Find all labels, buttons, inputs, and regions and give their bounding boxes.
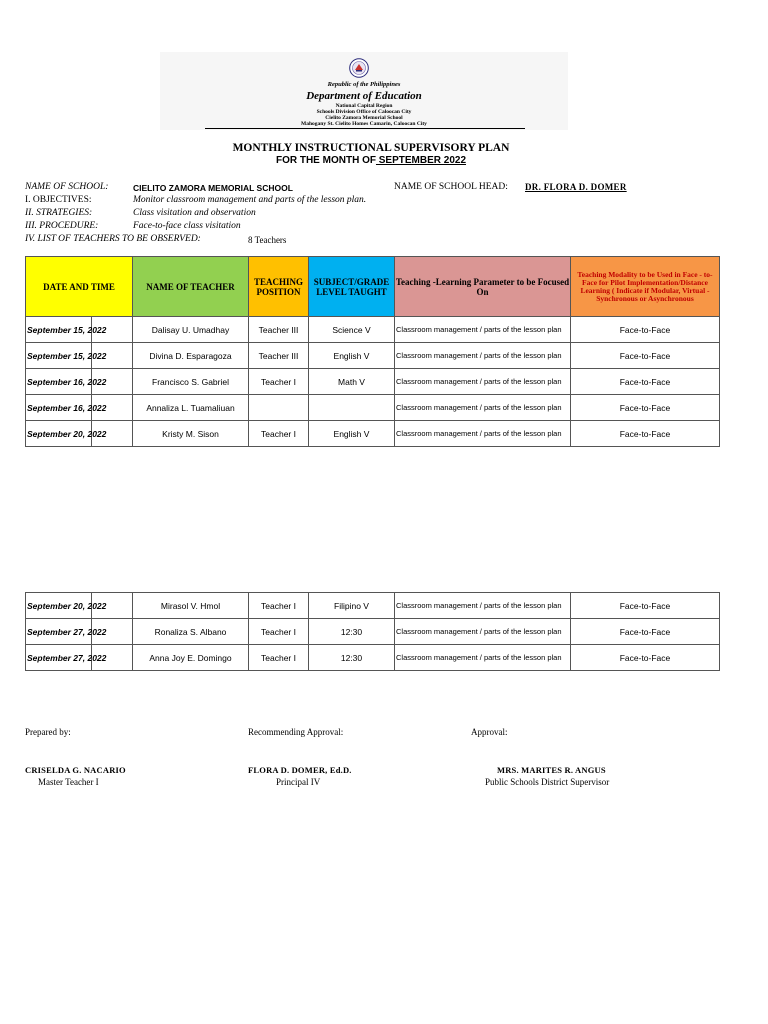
letterhead-region: National Capital Region xyxy=(335,103,393,109)
position-cell xyxy=(249,395,309,421)
subject-cell: Filipino V xyxy=(309,593,395,619)
header-modality: Teaching Modality to be Used in Face - to-Face for Pilot Implementation/Distance Learning ( Indicate if Modular, Virtual - Synchronous or Asynchronous xyxy=(571,257,720,317)
deped-seal-icon xyxy=(349,58,369,78)
modality-cell: Face-to-Face xyxy=(571,369,720,395)
subject-cell: Math V xyxy=(309,369,395,395)
teacher-name-cell: Divina D. Esparagoza xyxy=(133,343,249,369)
recommending-approval-label: Recommending Approval: xyxy=(248,727,344,737)
header-divider xyxy=(205,128,525,129)
prepared-by-name: CRISELDA G. NACARIO xyxy=(25,765,126,775)
date-cell: September 16, 2022 xyxy=(26,395,92,421)
teacher-name-cell: Francisco S. Gabriel xyxy=(133,369,249,395)
subtitle-month: SEPTEMBER 2022 xyxy=(375,155,467,166)
table-row xyxy=(26,619,720,645)
table-header-row xyxy=(26,257,720,317)
subject-cell: Science V xyxy=(309,317,395,343)
prepared-by-title: Master Teacher I xyxy=(38,777,99,787)
modality-cell: Face-to-Face xyxy=(571,343,720,369)
date-cell: September 27, 2022 xyxy=(26,645,92,671)
letterhead-republic: Republic of the Philippines xyxy=(327,81,401,88)
subtitle-prefix: FOR THE MONTH OF xyxy=(275,155,376,166)
strategies-label: II. STRATEGIES: xyxy=(25,208,93,218)
letterhead-address: Mahogany St. Cielito Homes Camarin, Caloocan City xyxy=(301,121,427,127)
table-row xyxy=(26,369,720,395)
teachers-label: IV. LIST OF TEACHERS TO BE OBSERVED: xyxy=(25,234,201,244)
teacher-name-cell: Mirasol V. Hmol xyxy=(133,593,249,619)
position-cell: Teacher I xyxy=(249,593,309,619)
parameter-cell: Classroom management / parts of the lesson plan xyxy=(395,619,571,645)
position-cell: Teacher I xyxy=(249,645,309,671)
table-row xyxy=(26,395,720,421)
subject-cell: 12:30 xyxy=(309,619,395,645)
position-cell: Teacher III xyxy=(249,343,309,369)
approval-title: Public Schools District Supervisor xyxy=(485,777,610,787)
teacher-name-cell: Anna Joy E. Domingo xyxy=(133,645,249,671)
subject-cell: 12:30 xyxy=(309,645,395,671)
subject-cell xyxy=(309,395,395,421)
school-name-label: NAME OF SCHOOL: xyxy=(25,182,109,192)
procedure-label: III. PROCEDURE: xyxy=(25,221,99,231)
date-cell: September 20, 2022 xyxy=(26,593,92,619)
header-subject-grade: SUBJECT/GRADE LEVEL TAUGHT xyxy=(309,257,395,317)
letterhead-department: Department of Education xyxy=(306,90,422,102)
modality-cell: Face-to-Face xyxy=(571,395,720,421)
modality-cell: Face-to-Face xyxy=(571,593,720,619)
objectives-value: Monitor classroom management and parts of the lesson plan. xyxy=(133,195,367,205)
date-cell: September 27, 2022 xyxy=(26,619,92,645)
modality-cell: Face-to-Face xyxy=(571,619,720,645)
table-row xyxy=(26,593,720,619)
approval-name: MRS. MARITES R. ANGUS xyxy=(497,765,606,775)
table-row xyxy=(26,317,720,343)
supervisory-plan-table xyxy=(25,256,720,447)
teachers-value: 8 Teachers xyxy=(248,235,287,245)
position-cell: Teacher I xyxy=(249,421,309,447)
parameter-cell: Classroom management / parts of the lesson plan xyxy=(395,317,571,343)
prepared-by-label: Prepared by: xyxy=(25,727,71,737)
strategies-value: Class visitation and observation xyxy=(133,208,256,218)
date-cell: September 20, 2022 xyxy=(26,421,92,447)
letterhead-school: Cielito Zamora Memorial School xyxy=(325,115,403,121)
table-row xyxy=(26,421,720,447)
parameter-cell: Classroom management / parts of the lesson plan xyxy=(395,421,571,447)
header-parameter: Teaching -Learning Parameter to be Focused On xyxy=(395,257,571,317)
parameter-cell: Classroom management / parts of the lesson plan xyxy=(395,343,571,369)
table-row xyxy=(26,645,720,671)
parameter-cell: Classroom management / parts of the lesson plan xyxy=(395,395,571,421)
modality-cell: Face-to-Face xyxy=(571,645,720,671)
parameter-cell: Classroom management / parts of the lesson plan xyxy=(395,645,571,671)
position-cell: Teacher III xyxy=(249,317,309,343)
document-title: MONTHLY INSTRUCTIONAL SUPERVISORY PLAN xyxy=(232,142,510,154)
parameter-cell: Classroom management / parts of the lesson plan xyxy=(395,593,571,619)
supervisory-plan-table-continued xyxy=(25,592,720,671)
school-head-label: NAME OF SCHOOL HEAD: xyxy=(394,182,508,192)
subject-cell: English V xyxy=(309,343,395,369)
modality-cell: Face-to-Face xyxy=(571,421,720,447)
table-row xyxy=(26,343,720,369)
school-head-value: DR. FLORA D. DOMER xyxy=(525,182,627,192)
teacher-name-cell: Ronaliza S. Albano xyxy=(133,619,249,645)
subject-cell: English V xyxy=(309,421,395,447)
letterhead-division: Schools Division Office of Caloocan City xyxy=(316,109,412,115)
parameter-cell: Classroom management / parts of the lesson plan xyxy=(395,369,571,395)
teacher-name-cell: Annaliza L. Tuamaliuan xyxy=(133,395,249,421)
teacher-name-cell: Dalisay U. Umadhay xyxy=(133,317,249,343)
modality-cell: Face-to-Face xyxy=(571,317,720,343)
position-cell: Teacher I xyxy=(249,619,309,645)
header-teaching-position: TEACHING POSITION xyxy=(249,257,309,317)
header-teacher-name: NAME OF TEACHER xyxy=(133,257,249,317)
date-cell: September 15, 2022 xyxy=(26,343,92,369)
teacher-name-cell: Kristy M. Sison xyxy=(133,421,249,447)
recommending-name: FLORA D. DOMER, Ed.D. xyxy=(248,765,352,775)
approval-label: Approval: xyxy=(471,727,508,737)
date-cell: September 16, 2022 xyxy=(26,369,92,395)
header-date-time: DATE AND TIME xyxy=(26,257,133,317)
position-cell: Teacher I xyxy=(249,369,309,395)
date-cell: September 15, 2022 xyxy=(26,317,92,343)
document-subtitle xyxy=(0,155,742,166)
school-name-value: CIELITO ZAMORA MEMORIAL SCHOOL xyxy=(133,183,293,193)
procedure-value: Face-to-face class visitation xyxy=(133,221,241,231)
objectives-label: I. OBJECTIVES: xyxy=(25,195,92,205)
recommending-title: Principal IV xyxy=(276,777,321,787)
